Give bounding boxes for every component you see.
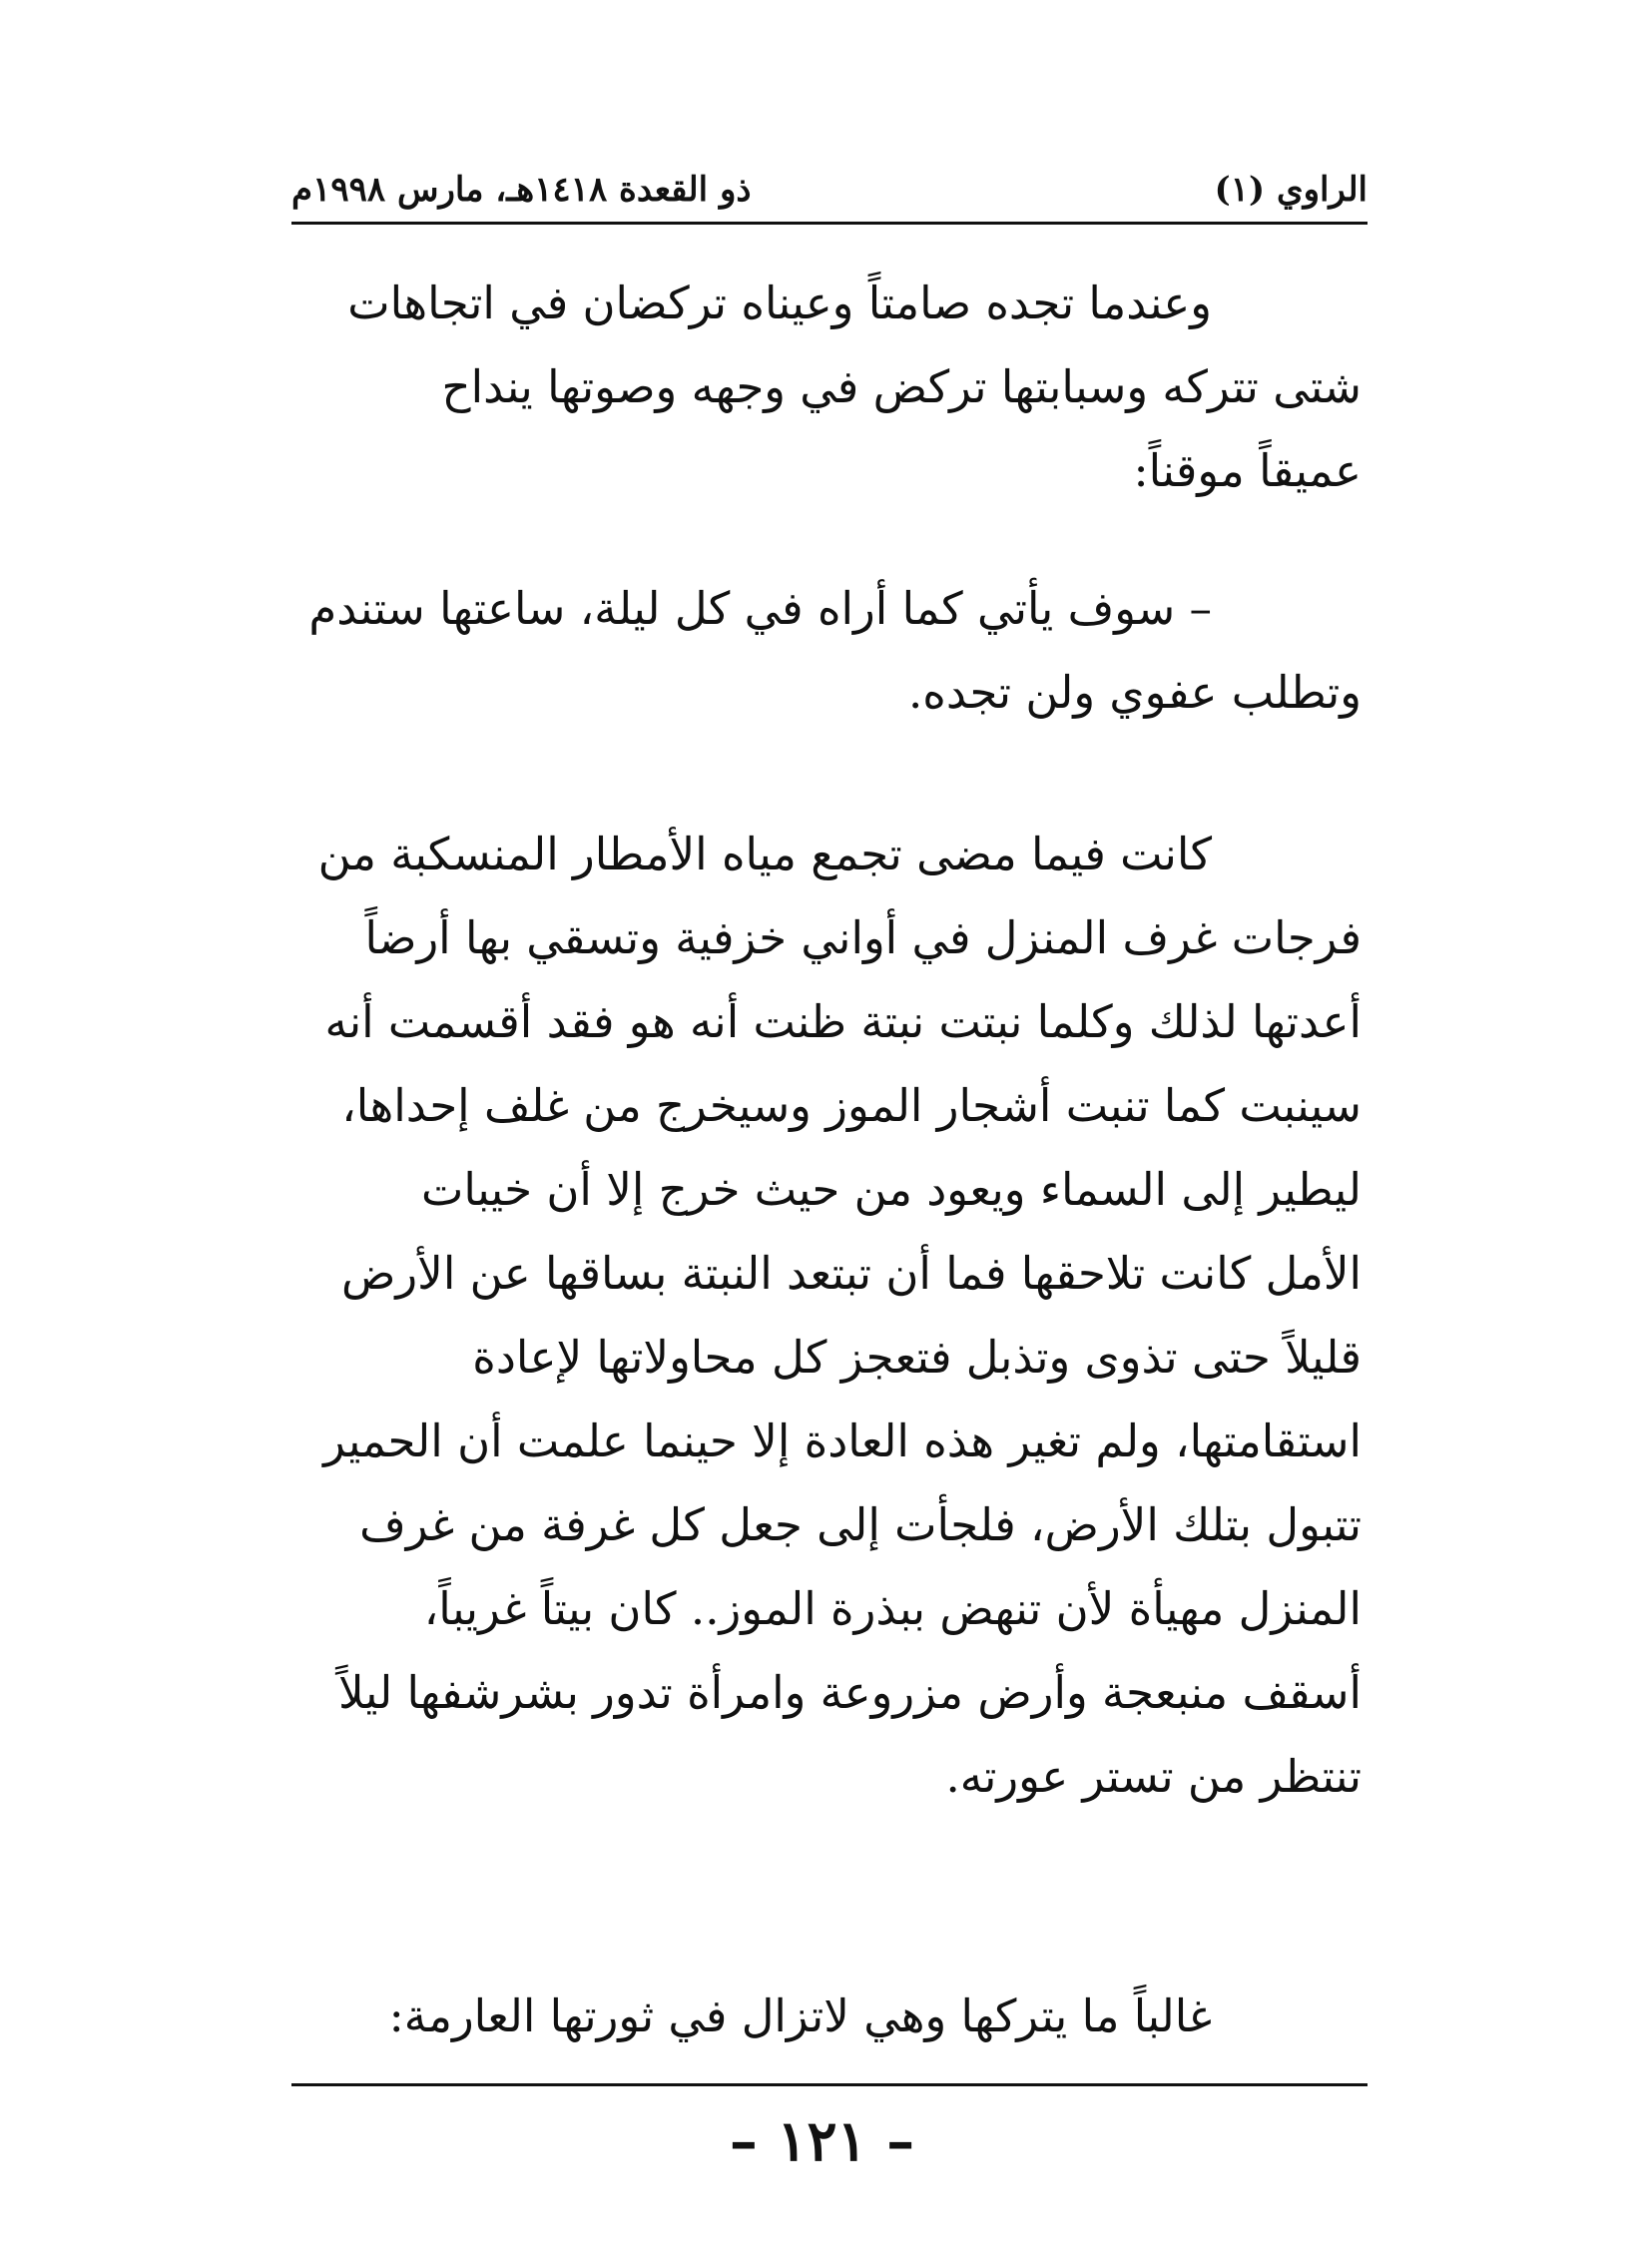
text-line: وتطلب عفوي ولن تجده. [907,666,1362,719]
text-line: الأمل كانت تلاحقها فما أن تبتعد النبتة بساقها عن الأرض [341,1247,1362,1300]
text-line: عميقاً موقناً: [1133,444,1362,497]
text-line: تتبول بتلك الأرض، فلجأت إلى جعل كل غرفة من غرف [359,1498,1362,1551]
paragraph-2 [299,567,1362,735]
text-line: المنزل مهيأة لأن تنهض ببذرة الموز.. كان بيتاً غريباً، [423,1582,1362,1635]
footer-rule [291,2083,1368,2086]
text-line: فرجات غرف المنزل في أواني خزفية وتسقي بها أرضاً [364,911,1362,964]
page-number: – ١٢١ – [729,2108,915,2174]
paragraph-1 [299,262,1362,513]
text-line: سينبت كما تنبت أشجار الموز وسيخرج من غلف إحداها، [341,1079,1362,1132]
text-line: – سوف يأتي كما أراه في كل ليلة، ساعتها ستندم [308,582,1212,635]
text-line: تنتظر من تستر عورته. [945,1750,1362,1803]
text-line: غالباً ما يتركها وهي لاتزال في ثورتها العارمة: [388,1989,1212,2042]
issue-date: ذو القعدة ١٤١٨هـ، مارس ١٩٩٨م [291,170,752,210]
text-line: أعدتها لذلك وكلما نبتت نبتة ظنت أنه هو فقد أقسمت أنه [324,995,1362,1048]
text-line: ليطير إلى السماء ويعود من حيث خرج إلا أن خيبات [421,1163,1362,1216]
text-line: قليلاً حتى تذوى وتذبل فتعجز كل محاولاتها لإعادة [472,1331,1362,1384]
text-line: استقامتها، ولم تغير هذه العادة إلا حينما علمت أن الحمير [323,1415,1362,1467]
running-header [291,160,1368,220]
text-line: كانت فيما مضى تجمع مياه الأمطار المنسكبة من [317,828,1212,880]
text-line: أسقف منبعجة وأرض مزروعة وامرأة تدور بشرشفها ليلاً [338,1666,1362,1719]
text-line: شتى تتركه وسبابتها تركض في وجهه وصوتها ينداح [441,360,1362,413]
text-line: وعندما تجده صامتاً وعيناه تركضان في اتجاهات [347,277,1212,329]
paragraph-4 [299,1975,1362,2058]
paragraph-3 [299,813,1362,1819]
header-rule [291,222,1368,225]
journal-title: الراوي (١) [1214,170,1368,210]
